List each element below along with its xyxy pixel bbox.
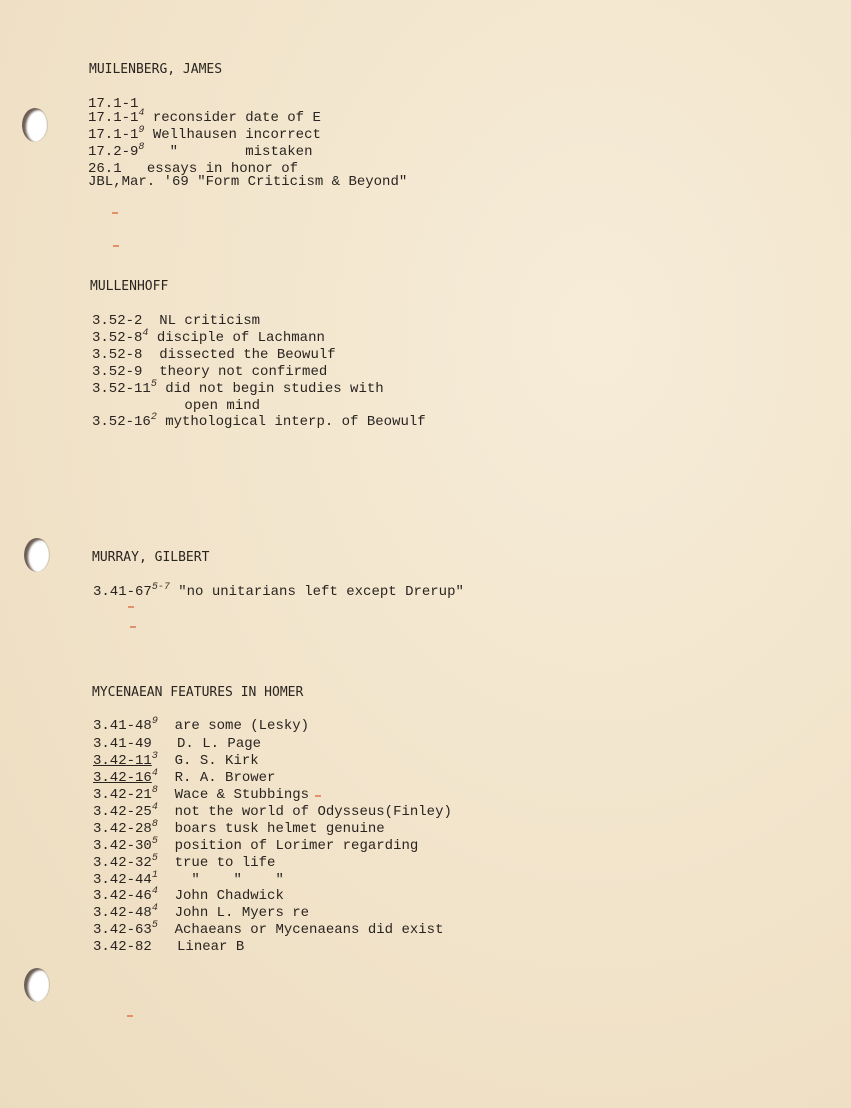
entry-line: $3.42-16^4$ R. A. Brower — [93, 768, 276, 786]
entry-line: $3.42-48^4$ John L. Myers re — [93, 903, 310, 921]
heading-mullenhoff: MULLENHOFF — [90, 279, 169, 294]
entry-line: $3.52-11^5$ did not begin studies with — [92, 379, 384, 397]
entry-line: 3.52-2 NL criticism — [92, 313, 261, 329]
punch-hole-middle — [24, 538, 50, 572]
entry-line: $17.1-1^4$ reconsider date of E — [88, 108, 321, 126]
entry-line: $17.1-1^9$ Wellhausen incorrect — [88, 125, 321, 143]
pencil-mark — [130, 626, 136, 628]
pencil-mark — [127, 1015, 133, 1017]
entry-line: 17.1-1 — [88, 96, 139, 112]
entry-line: $3.42-25^4$ not the world of Odysseus(Finley) — [93, 802, 452, 820]
heading-muilenberg: MUILENBERG, JAMES — [89, 62, 223, 77]
entry-line: $3.42-63^5$ Achaeans or Mycenaeans did exist — [93, 920, 444, 938]
entry-line: $3.42-44^1$ " " " — [93, 870, 284, 888]
entry-line: 3.41-49 D. L. Page — [93, 736, 262, 752]
entry-line: $3.42-46^4$ John Chadwick — [93, 886, 284, 904]
entry-line: $3.42-30^5$ position of Lorimer regarding — [93, 836, 419, 854]
pencil-mark — [112, 212, 118, 214]
entry-line: $3.52-16^2$ mythological interp. of Beowulf — [92, 412, 426, 430]
entry-line: 26.1 essays in honor of — [88, 161, 299, 177]
entry-line: JBL,Mar. '69 "Form Criticism & Beyond" — [88, 174, 408, 190]
entry-line: 3.52-9 theory not confirmed — [92, 364, 328, 380]
punch-hole-top — [22, 108, 48, 142]
pencil-mark — [128, 606, 134, 608]
heading-mycenaean: MYCENAEAN FEATURES IN HOMER — [92, 685, 304, 700]
entry-line: 3.52-8 dissected the Beowulf — [92, 347, 336, 363]
entry-line: $3.42-21^8$ Wace & Stubbings — [93, 785, 310, 803]
pencil-mark — [315, 795, 321, 797]
entry-line: $3.52-8^4$ disciple of Lachmann — [92, 328, 325, 346]
heading-murray: MURRAY, GILBERT — [92, 550, 210, 565]
entry-line: $3.42-28^8$ boars tusk helmet genuine — [93, 819, 385, 837]
pencil-mark — [113, 245, 119, 247]
entry-line: $17.2-9^8$ " mistaken — [88, 142, 313, 160]
entry-line: 3.41-67$^{5-7}$ "no unitarians left except Drerup" — [93, 582, 464, 600]
punch-hole-bottom — [24, 968, 50, 1002]
entry-line: $3.42-11^3$ G. S. Kirk — [93, 751, 259, 769]
entry-line: 3.42-82 Linear B — [93, 939, 245, 955]
entry-line: open mind — [92, 398, 261, 414]
entry-line: $3.41-48^9$ are some (Lesky) — [93, 716, 310, 734]
entry-line: $3.42-32^5$ true to life — [93, 853, 276, 871]
